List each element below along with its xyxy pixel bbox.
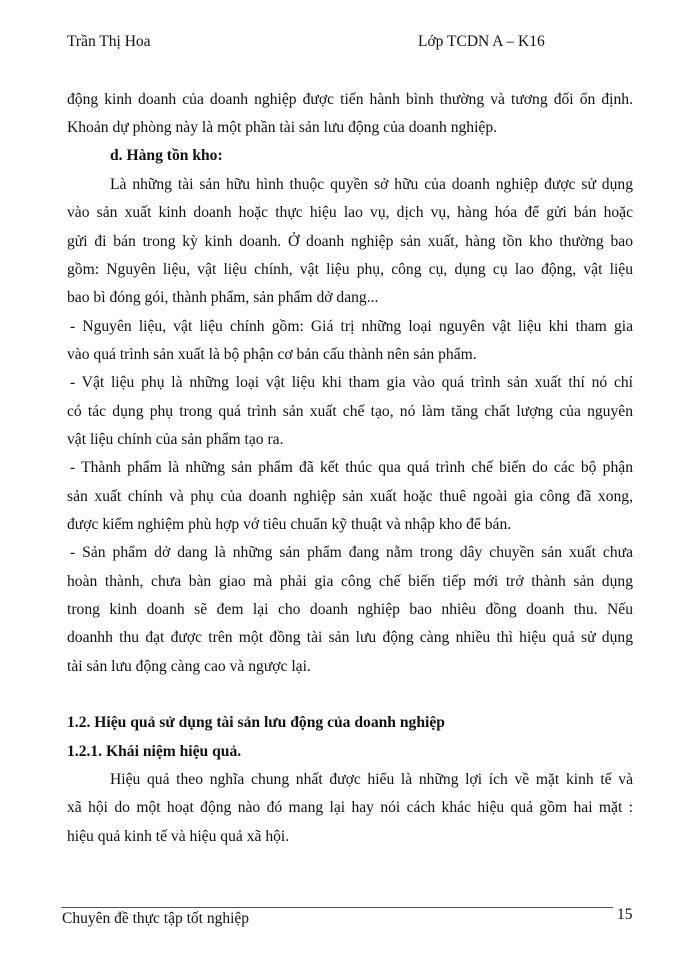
section-heading-1-2: 1.2. Hiệu quả sử dụng tài sản lưu động của doanh nghiệp <box>67 714 445 731</box>
bullet-line: - Thành phẩm là những sản phẩm đã kết thúc qua quá trình chế biến do các bộ phận <box>70 459 633 476</box>
footer-title: Chuyên đề thực tập tốt nghiệp <box>62 910 250 927</box>
header-author: Trần Thị Hoa <box>67 33 151 50</box>
footer-divider <box>61 907 613 908</box>
paragraph-line: Hiệu quả theo nghĩa chung nhất được hiểu là những lợi ích về mặt kinh tế và <box>110 771 633 788</box>
bullet-line: - Vật liệu phụ là những loại vật liệu khi tham gia vào quá trình sản xuất thí nó chỉ <box>70 374 633 391</box>
paragraph-line: được kiểm nghiệm phù hợp vớ tiêu chuẩn kỹ thuật và nhập kho để bán. <box>67 516 512 533</box>
paragraph-line: có tác dụng phụ trong quá trình sản xuất chế tạo, nó làm tăng chất lượng của nguyên <box>67 403 633 420</box>
paragraph-line: gồm: Nguyên liệu, vật liệu chính, vật liệu phụ, công cụ, dụng cụ lao động, vật liệu <box>67 261 633 278</box>
paragraph-line: hoàn thành, chưa bàn giao mà phải gia công chế biến tiếp mới trở thành sản dụng <box>67 573 633 590</box>
section-heading-d: d. Hàng tồn kho: <box>110 147 223 164</box>
section-heading-1-2-1: 1.2.1. Khái niệm hiệu quả. <box>67 743 242 760</box>
bullet-line: - Nguyên liệu, vật liệu chính gồm: Giá trị những loại nguyên vật liệu khi tham gia <box>70 318 633 335</box>
paragraph-line: hiệu quả kinh tế và hiệu quả xã hội. <box>67 828 290 845</box>
paragraph-line: xã hội do một hoạt động nào đó mang lại hay nói cách khác hiệu quả gồm hai mặt : <box>67 799 633 816</box>
header-class: Lớp TCDN A – K16 <box>418 33 545 50</box>
bullet-line: - Sản phẩm dở dang là những sản phẩm đang nằm trong dây chuyền sản xuất chưa <box>70 544 633 561</box>
paragraph-line: doanhh thu đạt được trên một đồng tài sản lưu động càng nhiều thì hiệu quả sử dụng <box>67 629 633 646</box>
paragraph-line: vào sản xuất kinh doanh hoặc thực hiệu lao vụ, dịch vụ, hàng hóa để gửi bán hoặc <box>67 204 633 221</box>
paragraph-line: động kinh doanh của doanh nghiệp được tiến hành bình thường và tương đối ổn định. <box>67 91 633 108</box>
paragraph-line: sản xuất chính và phụ của doanh nghiệp sản xuất hoặc thuê ngoài gia công đã xong, <box>67 488 633 505</box>
paragraph-line: bao bì đóng gói, thành phẩm, sản phẩm dở dang... <box>67 289 379 306</box>
paragraph-line: Là những tài sản hữu hình thuộc quyền sở hữu của doanh nghiệp được sử dụng <box>110 176 633 193</box>
paragraph-line: Khoản dự phòng này là một phần tài sản lưu động của doanh nghiệp. <box>67 119 498 136</box>
page-number: 15 <box>617 906 633 923</box>
paragraph-line: tài sản lưu động càng cao và ngược lại. <box>67 658 311 675</box>
paragraph-line: gửi đi bán trong kỳ kinh doanh. Ở doanh nghiệp sản xuất, hàng tồn kho thường bao <box>67 233 633 250</box>
paragraph-line: vật liệu chính của sản phẩm tạo ra. <box>67 431 284 448</box>
paragraph-line: trong kinh doanh sẽ đem lại cho doanh nghiệp bao nhiêu đồng doanh thu. Nếu <box>67 601 633 618</box>
paragraph-line: vào quá trình sản xuất là bộ phận cơ bản cấu thành nên sản phẩm. <box>67 346 477 363</box>
